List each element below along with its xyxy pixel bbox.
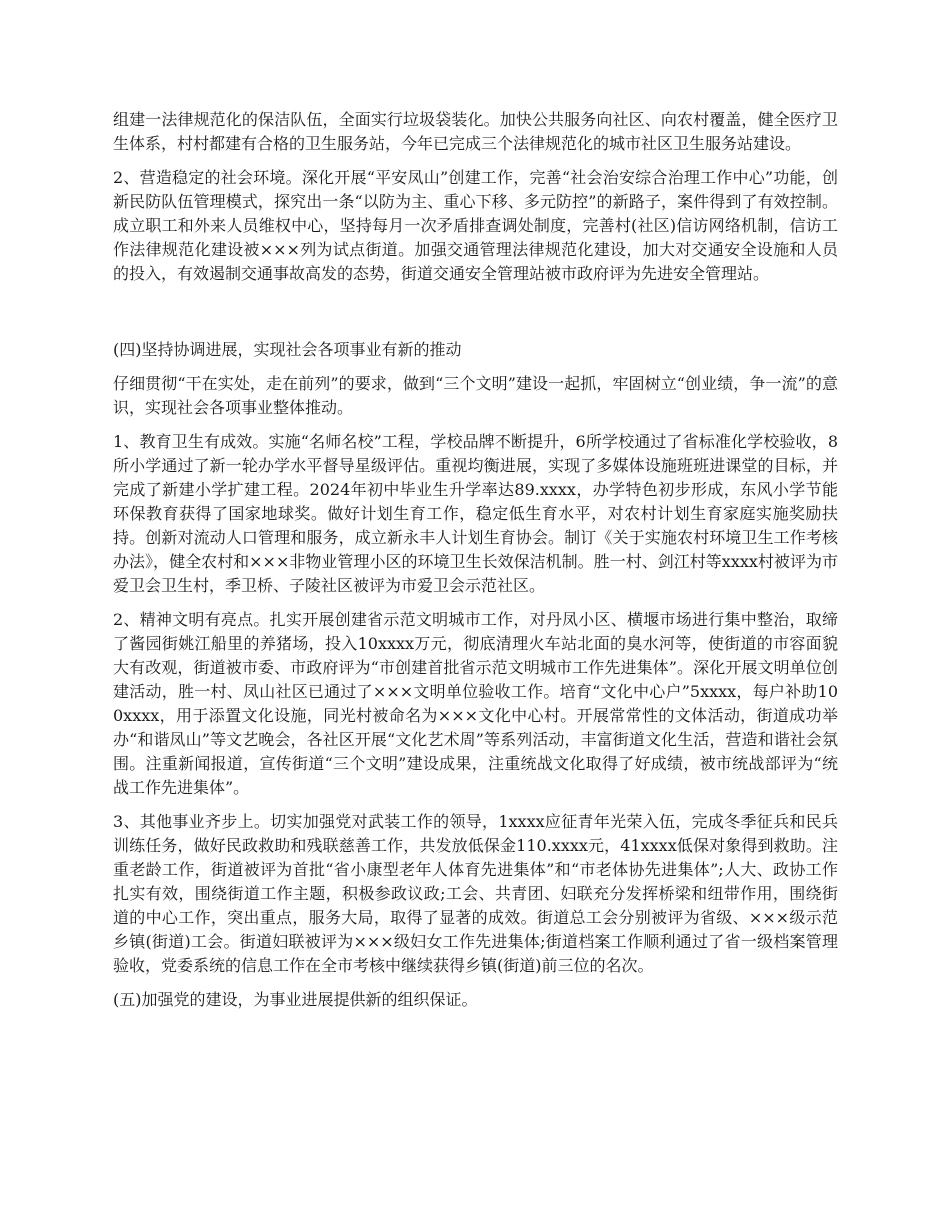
paragraph-spiritual-civilization: 2、精神文明有亮点。扎实开展创建省示范文明城市工作，对丹凤小区、横堰市场进行集中整治，取缔了酱园街姚江船里的养猪场，投入10xxxx万元，彻底清理火车站北面的臭水河等，使街道的市容面貌大有改观，街道被市委、市政府评为“市创建首批省示范文明城市工作先进集体”。深化开展文明单位创建活动，胜一村、凤山社区已通过了×××文明单位验收工作。培育“文化中心户”5xxxx，每户补助100xxxx，用于添置文化设施，同光村被命名为×××文化中心村。开展常常性的文体活动，街道成功举办“和谐凤山”等文艺晚会，各社区开展“文化艺术周”等系列活动，丰富街道文化生活，营造和谐社会氛围。注重新闻报道，宣传街道“三个文明”建设成果，注重统战文化取得了好成绩，被市统战部评为“统战工作先进集体”。 bbox=[113, 610, 838, 797]
paragraph-sanitation: 组建一法律规范化的保洁队伍，全面实行垃圾袋装化。加快公共服务向社区、向农村覆盖，健全医疗卫生体系，村村都建有合格的卫生服务站，今年已完成三个法律规范化的城市社区卫生服务站建设。 bbox=[113, 110, 838, 153]
paragraph-social-environment: 2、营造稳定的社会环境。深化开展“平安凤山”创建工作，完善“社会治安综合治理工作中心”功能，创新民防队伍管理模式，探究出一条“以防为主、重心下移、多元防控”的新路子，案件得到了有效控制。成立职工和外来人员维权中心，坚持每月一次矛盾排查调处制度，完善村(社区)信访网络机制，信访工作法律规范化建设被×××列为试点街道。加强交通管理法律规范化建设，加大对交通安全设施和人员的投入，有效遏制交通事故高发的态势，街道交通安全管理站被市政府评为先进安全管理站。 bbox=[113, 168, 838, 283]
paragraph-other-affairs: 3、其他事业齐步上。切实加强党对武装工作的领导，1xxxx应征青年光荣入伍，完成冬季征兵和民兵训练任务，做好民政救助和残联慈善工作，共发放低保金110.xxxx元，41xxxx低保对象得到救助。注重老龄工作，街道被评为首批“省小康型老年人体育先进集体”和“市老体协先进集体”;人大、政协工作扎实有效，围绕街道工作主题，积极参政议政;工会、共青团、妇联充分发挥桥梁和纽带作用，围绕街道的中心工作，突出重点，服务大局，取得了显著的成效。街道总工会分别被评为省级、×××级示范乡镇(街道)工会。街道妇联被评为×××级妇女工作先进集体;街道档案工作顺利通过了省一级档案管理验收，党委系统的信息工作在全市考核中继续获得乡镇(街道)前三位的名次。 bbox=[113, 812, 838, 975]
section-heading-four: (四)坚持协调进展，实现社会各项事业有新的推动 bbox=[113, 340, 462, 359]
section-spacer bbox=[113, 296, 838, 338]
section-heading-five: (五)加强党的建设，为事业进展提供新的组织保证。 bbox=[113, 990, 478, 1009]
document-page bbox=[113, 108, 838, 1022]
paragraph-education-health: 1、教育卫生有成效。实施“名师名校”工程，学校品牌不断提升，6所学校通过了省标准化学校验收，8所小学通过了新一轮办学水平督导星级评估。重视均衡进展，实现了多媒体设施班班进课堂的目标，并完成了新建小学扩建工程。2024年初中毕业生升学率达89.xxxx，办学特色初步形成，东风小学节能环保教育获得了国家地球奖。做好计划生育工作，稳定低生育水平，对农村计划生育家庭实施奖励扶持。创新对流动人口管理和服务，成立新永丰人计划生育协会。制订《关于实施农村环境卫生工作考核办法》，健全农村和×××非物业管理小区的环境卫生长效保洁机制。胜一村、剑江村等xxxx村被评为市爱卫会卫生村，季卫桥、子陵社区被评为市爱卫会示范社区。 bbox=[113, 432, 838, 595]
paragraph-intro: 仔细贯彻“干在实处，走在前列”的要求，做到“三个文明”建设一起抓，牢固树立“创业绩，争一流”的意识，实现社会各项事业整体推动。 bbox=[113, 374, 838, 417]
